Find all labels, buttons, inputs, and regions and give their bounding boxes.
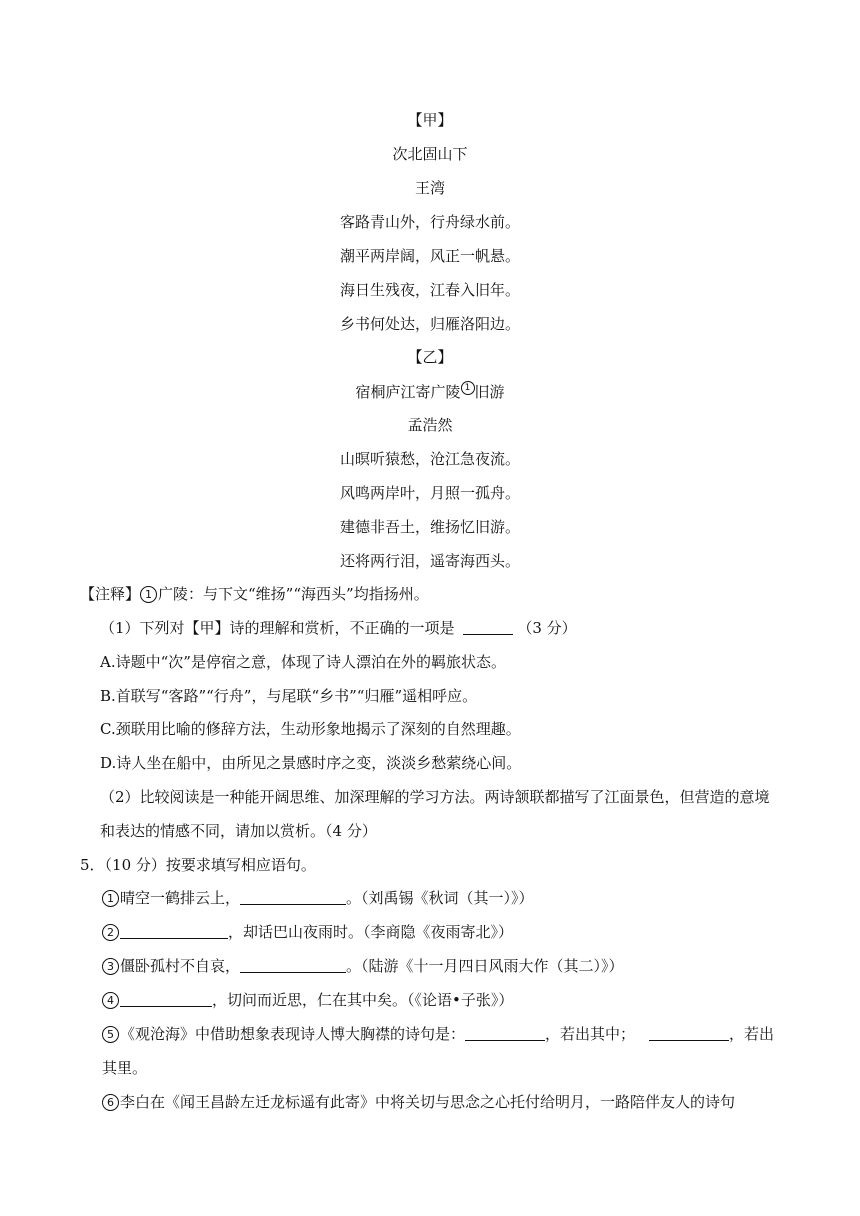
fill-item bbox=[102, 888, 534, 908]
answer-blank[interactable] bbox=[465, 1026, 545, 1041]
option-d: D.诗人坐在船中，由所见之景感时序之变，淡淡乡愁萦绕心间。 bbox=[100, 754, 522, 772]
poem-b-line: 风鸣两岸叶，月照一孤舟。 bbox=[339, 484, 520, 502]
poem-a-line: 潮平两岸阔，风正一帆悬。 bbox=[339, 247, 520, 265]
answer-blank[interactable] bbox=[240, 890, 346, 905]
poem-a-line: 海日生残夜，江春入旧年。 bbox=[339, 281, 520, 299]
item-marker: 5 bbox=[102, 1026, 119, 1043]
poem-b-label: 【乙】 bbox=[407, 348, 453, 366]
annotation-text: 广陵：与下文“维扬”“海西头”均指扬州。 bbox=[158, 585, 429, 603]
fill-item bbox=[102, 1092, 735, 1112]
fill-item bbox=[102, 1024, 774, 1044]
footnote-marker: 1 bbox=[461, 381, 475, 395]
answer-blank[interactable] bbox=[120, 992, 212, 1007]
question-1-score: （3 分） bbox=[517, 619, 577, 637]
answer-blank[interactable] bbox=[649, 1026, 729, 1041]
item-text: 晴空一鹤排云上， bbox=[120, 889, 241, 907]
item-marker: 2 bbox=[102, 924, 119, 941]
option-c: C.颈联用比喻的修辞方法，生动形象地揭示了深刻的自然理趣。 bbox=[100, 720, 521, 738]
annotation-marker: 1 bbox=[140, 586, 157, 603]
poem-b-line: 还将两行泪，遥寄海西头。 bbox=[339, 552, 520, 570]
annotation bbox=[80, 584, 429, 604]
question-1 bbox=[100, 618, 577, 638]
item-text: 《观沧海》中借助想象表现诗人博大胸襟的诗句是： bbox=[120, 1025, 466, 1043]
poem-b-line: 山暝听猿愁，沧江急夜流。 bbox=[339, 450, 520, 468]
item-text: 。（刘禹锡《秋词（其一）》） bbox=[346, 889, 534, 907]
poem-b-title-text: 旧游 bbox=[474, 383, 505, 401]
poem-a-line: 乡书何处达，归雁洛阳边。 bbox=[339, 315, 520, 333]
poem-a-label: 【甲】 bbox=[407, 111, 453, 129]
item-text: 李白在《闻王昌龄左迁龙标遥有此寄》中将关切与思念之心托付给明月，一路陪伴友人的诗句 bbox=[120, 1093, 736, 1111]
item-text: ，若出其中； bbox=[545, 1025, 636, 1043]
item-text: 。（陆游《十一月四日风雨大作（其二）》） bbox=[346, 957, 624, 975]
fill-item bbox=[102, 922, 513, 942]
poem-b-title-text: 宿桐庐江寄广陵 bbox=[355, 383, 461, 401]
fill-item bbox=[102, 956, 624, 976]
poem-a-title: 次北固山下 bbox=[392, 145, 468, 163]
answer-blank[interactable] bbox=[120, 924, 228, 939]
item-marker: 4 bbox=[102, 992, 119, 1009]
item-text: ，切问而近思，仁在其中矣。（《论语•子张》） bbox=[212, 991, 514, 1009]
option-a: A.诗题中“次”是停宿之意，体现了诗人漂泊在外的羁旅状态。 bbox=[100, 653, 506, 671]
item-marker: 3 bbox=[102, 958, 119, 975]
question-2-line: 和表达的情感不同，请加以赏析。（4 分） bbox=[100, 822, 377, 840]
option-b: B.首联写“客路”“行舟”，与尾联“乡书”“归雁”遥相呼应。 bbox=[100, 687, 478, 705]
fill-item bbox=[102, 990, 513, 1010]
annotation-prefix: 【注释】 bbox=[80, 585, 141, 603]
poem-b-author: 孟浩然 bbox=[407, 416, 453, 434]
question-5-head: 5．（10 分）按要求填写相应语句。 bbox=[80, 856, 316, 874]
fill-item-continued: 其里。 bbox=[102, 1059, 148, 1077]
question-2-line: （2）比较阅读是一种能开阔思维、加深理解的学习方法。两诗颔联都描写了江面景色，但营造的意境 bbox=[100, 788, 770, 806]
item-marker: 6 bbox=[102, 1094, 119, 1111]
answer-blank[interactable] bbox=[240, 958, 346, 973]
item-text: ，却话巴山夜雨时。（李商隐《夜雨寄北》） bbox=[228, 923, 514, 941]
poem-a-line: 客路青山外，行舟绿水前。 bbox=[339, 213, 520, 231]
item-text: 僵卧孤村不自哀， bbox=[120, 957, 241, 975]
poem-b-title bbox=[0, 381, 860, 402]
item-text: ，若出 bbox=[729, 1025, 775, 1043]
answer-blank[interactable] bbox=[463, 620, 513, 635]
poem-b-line: 建德非吾土，维扬忆旧游。 bbox=[339, 518, 520, 536]
question-1-stem: （1）下列对【甲】诗的理解和赏析，不正确的一项是 bbox=[100, 619, 455, 637]
item-marker: 1 bbox=[102, 890, 119, 907]
poem-a-author: 王湾 bbox=[414, 179, 445, 197]
